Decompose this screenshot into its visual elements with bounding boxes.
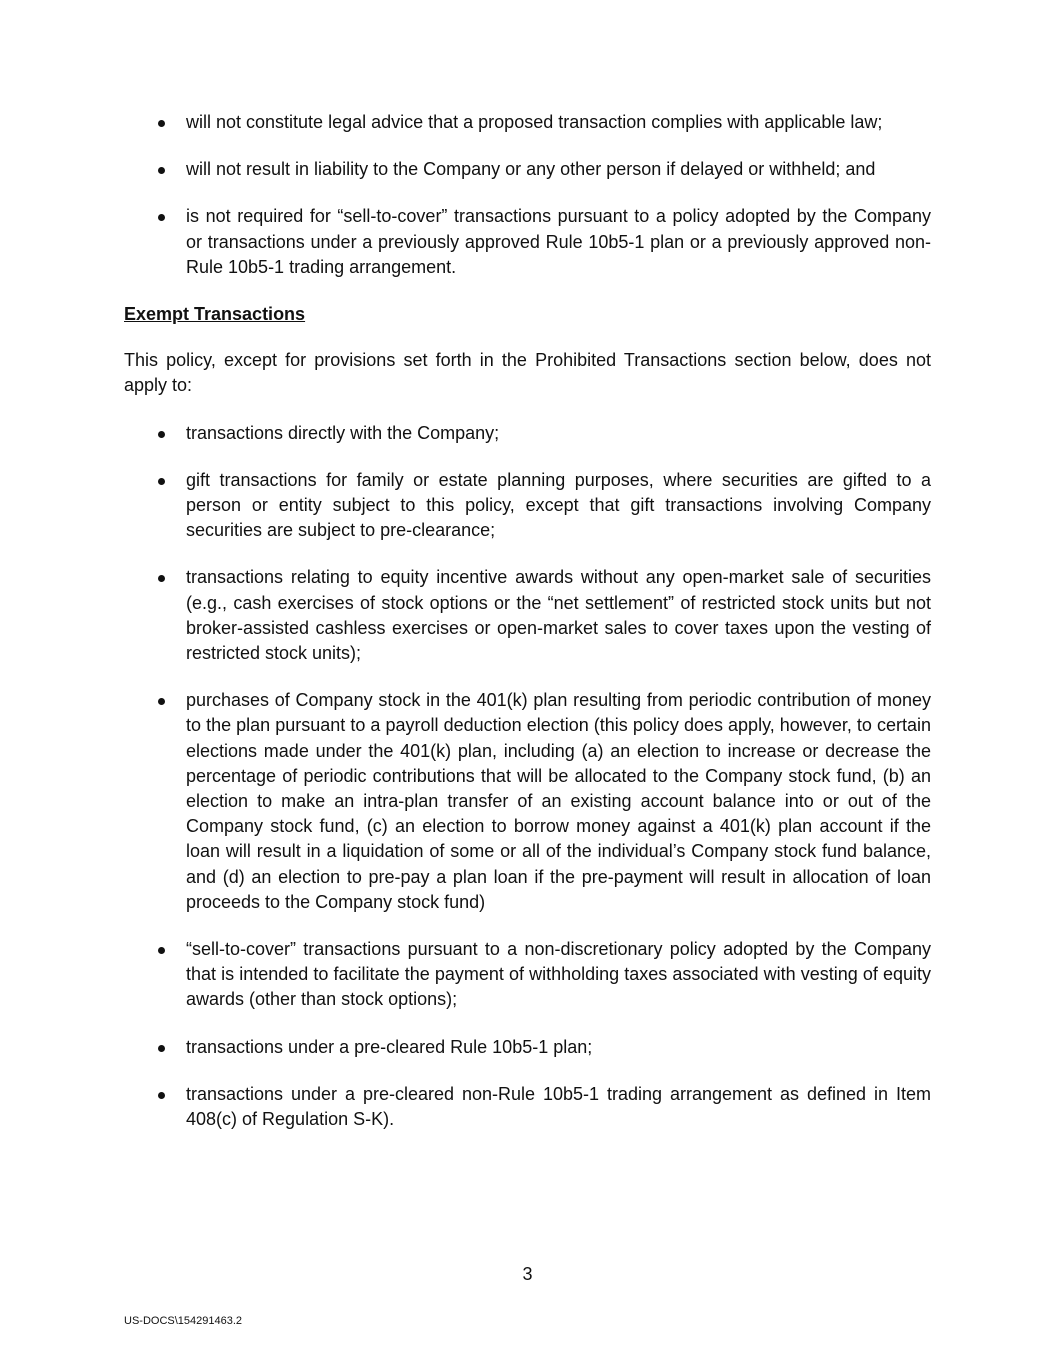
list-item-text: transactions under a pre-cleared Rule 10b5-1 plan; [186, 1036, 593, 1057]
list-item-text: transactions relating to equity incentive awards without any open-market sale of securities (e.g., cash exercises of stock options or the “net settlement” of restricted stock units but not broker-assisted cashless exercises or open-market sales to cover taxes upon the vesting of restricted stock units); [186, 567, 931, 664]
list-item [124, 204, 931, 280]
list-item [124, 1082, 931, 1132]
bullet-icon [158, 431, 165, 438]
list-item-text: will not result in liability to the Company or any other person if delayed or withheld; and [186, 159, 876, 180]
list-item-text: will not constitute legal advice that a proposed transaction complies with applicable law; [186, 112, 883, 132]
list-item [124, 565, 931, 666]
bullet-icon [158, 120, 165, 127]
list-item-text: purchases of Company stock in the 401(k) plan resulting from periodic contribution of money to the plan pursuant to a payroll deduction election (this policy does apply, however, to certain elections made under the 401(k) plan, including (a) an election to increase or decrease the percentage of periodic contributions that will be allocated to the Company stock fund, (b) an election to make an intra-plan transfer of an existing account balance into or out of the Company stock fund, (c) an election to borrow money against a 401(k) plan account if the loan will result in a liquidation of some or all of the individual’s Company stock fund balance, and (d) an election to pre-pay a plan loan if the pre-payment will result in allocation of loan proceeds to the Company stock fund) [186, 690, 931, 912]
page-content [124, 110, 931, 1154]
page-number: 3 [522, 1264, 533, 1284]
bullet-icon [158, 947, 165, 954]
bullet-icon [158, 698, 165, 705]
section-heading: Exempt Transactions [124, 304, 306, 325]
bullet-icon [158, 478, 165, 485]
list-item-text: “sell-to-cover” transactions pursuant to a non-discretionary policy adopted by the Company that is intended to facilitate the payment of withholding taxes associated with vesting of equity awards (other than stock options); [186, 939, 931, 1010]
list-item [124, 1035, 931, 1060]
list-item [124, 421, 931, 446]
list-item-text: transactions directly with the Company; [186, 422, 500, 443]
list-item [124, 688, 931, 915]
section-intro: This policy, except for provisions set forth in the Prohibited Transactions section below, does not apply to: [124, 350, 931, 396]
top-bullet-list [124, 110, 931, 280]
bullet-icon [158, 167, 165, 174]
bullet-icon [158, 1045, 165, 1052]
exempt-bullet-list [124, 421, 931, 1133]
list-item [124, 937, 931, 1013]
list-item-text: transactions under a pre-cleared non-Rule 10b5-1 trading arrangement as defined in Item 408(c) of Regulation S-K). [186, 1083, 931, 1130]
list-item [124, 468, 931, 544]
bullet-icon [158, 1092, 165, 1099]
list-item [124, 157, 931, 182]
document-id: US-DOCS\154291463.2 [124, 1315, 243, 1327]
bullet-icon [158, 575, 165, 582]
bullet-icon [158, 214, 165, 221]
list-item-text: is not required for “sell-to-cover” transactions pursuant to a policy adopted by the Company or transactions under a previously approved Rule 10b5-1 plan or a previously approved non-Rule 10b5-1 trading arrangement. [186, 206, 931, 277]
list-item [124, 110, 931, 135]
list-item-text: gift transactions for family or estate planning purposes, where securities are gifted to a person or entity subject to this policy, except that gift transactions involving Company securities are subject to pre-clearance; [186, 469, 931, 541]
